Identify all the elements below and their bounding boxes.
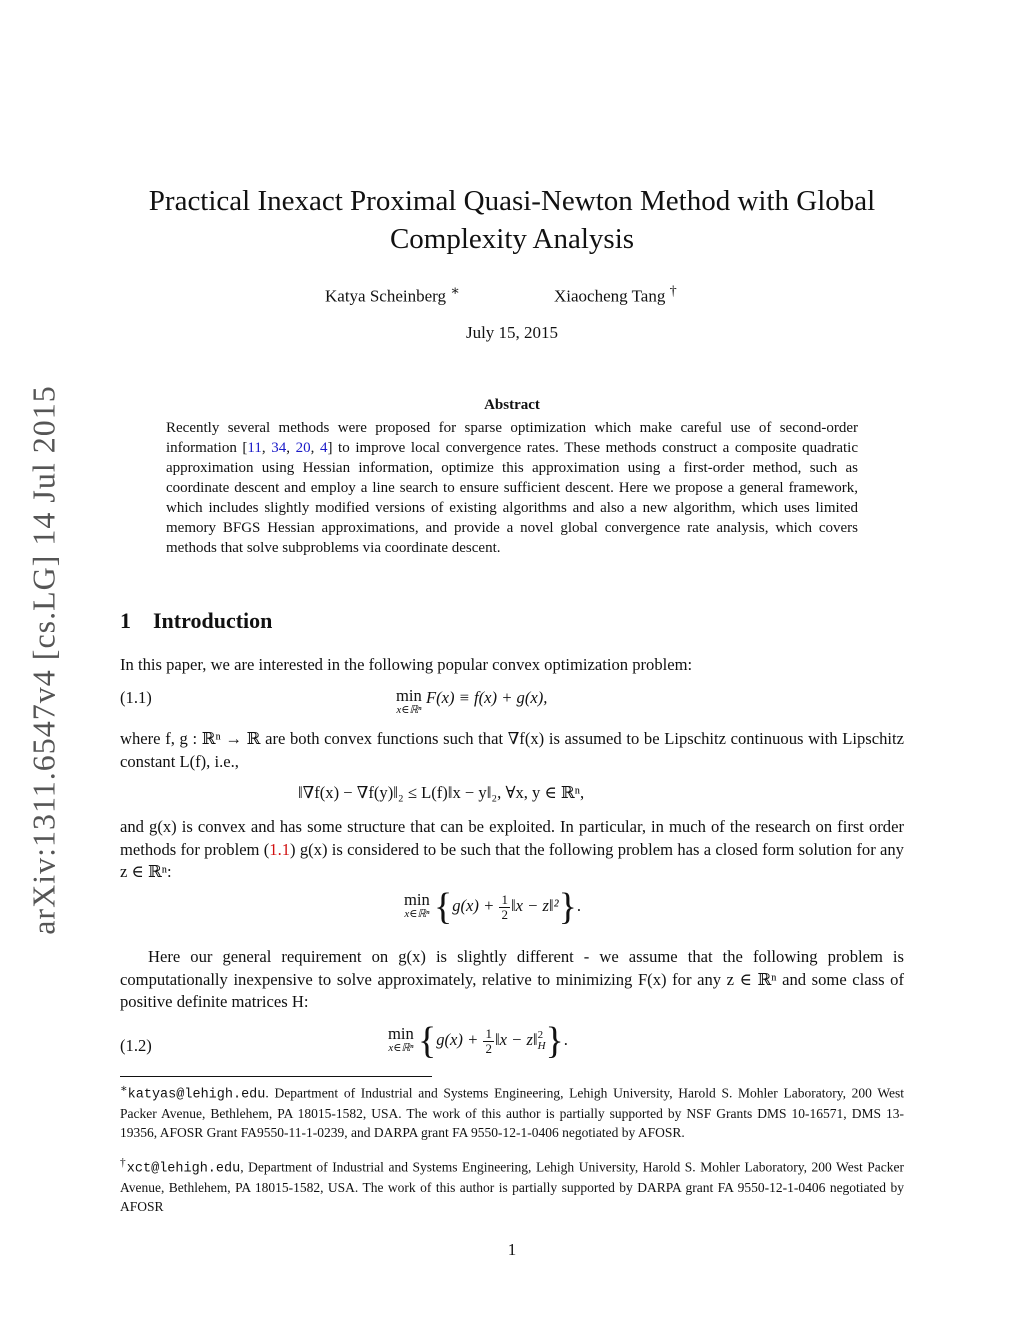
author-2-name: Xiaocheng Tang [554,286,666,306]
citation-link[interactable]: 34 [271,440,287,456]
min-operator: min x∈ℝⁿ [388,1024,414,1054]
min-operator: min x∈ℝⁿ [404,890,430,920]
section-title: Introduction [153,608,273,633]
equation-ref-link[interactable]: 1.1 [269,839,291,859]
email-link[interactable]: xct@lehigh.edu [126,1161,241,1177]
abstract-heading: Abstract [484,397,540,413]
paragraph-3: and g(x) is convex and has some structure that can be exploited. In particular, in much of the research on first order methods for problem (1.1) g(x) is considered to be such that the following problem has a closed form solution for any z ∈ ℝⁿ: [120,817,904,881]
fraction: $\frac{1}{2}$ [485,1025,492,1056]
author-2-mark: † [669,283,677,299]
author-1-mark: ∗ [450,283,460,299]
citation-link[interactable]: 11 [247,440,262,456]
abstract-body: Recently several methods were proposed for sparse optimization which make careful use of second-order information [11, 34, 20, 4] to improve local convergence rates. These methods construct a composite quadratic approximation using Hessian information, optimize this approximation using a first-order method, such as coordinate descent and employ a line search to ensure sufficient descent. Here we propose a general framework, which includes slightly modified versions of existing algorithms and also a new algorithm, which uses limited memory BFGS Hessian approximations, and provide a novel global convergence rate analysis, which covers methods that solve subproblems via coordinate descent. [166,420,858,556]
equation-label-1-2: (1.2) [120,1036,152,1055]
citation-link[interactable]: 4 [319,440,328,456]
equation-1-2: min x∈ℝⁿ {g(x) + $\frac{1}{2}$ ‖x − z‖ 2 H }. [388,1020,568,1062]
arxiv-sidebar [14,380,74,940]
footnote-divider [120,1076,432,1077]
page-number: 1 [507,1240,517,1259]
paper-date: July 15, 2015 [465,323,559,342]
equation-label-1-1: (1.1) [120,688,152,707]
fraction: $\frac{1}{2}$ [501,891,508,922]
min-operator: min x∈ℝⁿ [396,686,422,716]
closed-form-equation: min x∈ℝⁿ {g(x) + $\frac{1}{2}$ ‖x − z‖²}. [404,886,581,928]
abstract-text-before: Recently several methods were proposed for sparse optimization which make careful use of second-order information [ [166,420,858,456]
author-1-name: Katya Scheinberg [325,286,447,306]
footnote-1: ∗katyas@lehigh.edu. Department of Industrial and Systems Engineering, Lehigh University, Harold S. Mohler Laboratory, 200 West Packer Avenue, Bethlehem, PA 18015-1582, USA. The work of this author is partially supported by NSF Grants DMS 10-16571, DMS 13-19356, AFOSR Grant FA9550-11-1-0239, and DARPA grant FA 9550-12-1-0406 negotiated by AFOSR. [120,1083,904,1140]
abstract-text-after: ] to improve local convergence rates. These methods construct a composite quadratic approximation using Hessian information, optimize this approximation using a first-order method, such as coordinate descent and employ a line search to ensure sufficient descent. Here we propose a general framework, which includes slightly modified versions of existing algorithms and also a new algorithm, which uses limited memory BFGS Hessian approximations, and provide a novel global convergence rate analysis, which covers methods that solve subproblems via coordinate descent. [166,440,858,556]
author-2 [554,283,677,307]
arxiv-identifier: arXiv:1311.6547v4 [cs.LG] 14 Jul 2015 [25,385,62,935]
paper-title: Practical Inexact Proximal Quasi-Newton Method with Global Complexity Analysis [148,185,876,255]
equation-body: F(x) ≡ f(x) + g(x), [425,688,548,707]
paragraph-1: In this paper, we are interested in the following popular convex optimization problem: [120,655,693,674]
email-link[interactable]: katyas@lehigh.edu [127,1087,266,1103]
lipschitz-equation: ‖∇f(x) − ∇f(y)‖₂ ≤ L(f)‖x − y‖₂, ∀x, y ∈ ℝⁿ, [298,783,585,802]
section-number: 1 [120,608,131,633]
citation-link[interactable]: 20 [295,440,311,456]
author-1 [325,283,460,307]
section-heading [120,608,272,634]
footnote-2: †xct@lehigh.edu, Department of Industrial and Systems Engineering, Lehigh University, Harold S. Mohler Laboratory, 200 West Packer Avenue, Bethlehem, PA 18015-1582, USA. The work of this author is partially supported by DARPA grant FA 9550-12-1-0406 negotiated by AFOSR [120,1157,904,1214]
paragraph-2: where f, g : ℝⁿ → ℝ are both convex functions such that ∇f(x) is assumed to be Lipschitz continuous with Lipschitz constant L(f), i.e., [120,729,904,771]
equation-1-1 [396,688,547,716]
paragraph-4: Here our general requirement on g(x) is slightly different - we assume that the following problem is computationally inexpensive to solve approximately, relative to minimizing F(x) for any z ∈ ℝⁿ and some class of positive definite matrices H: [120,947,904,1011]
